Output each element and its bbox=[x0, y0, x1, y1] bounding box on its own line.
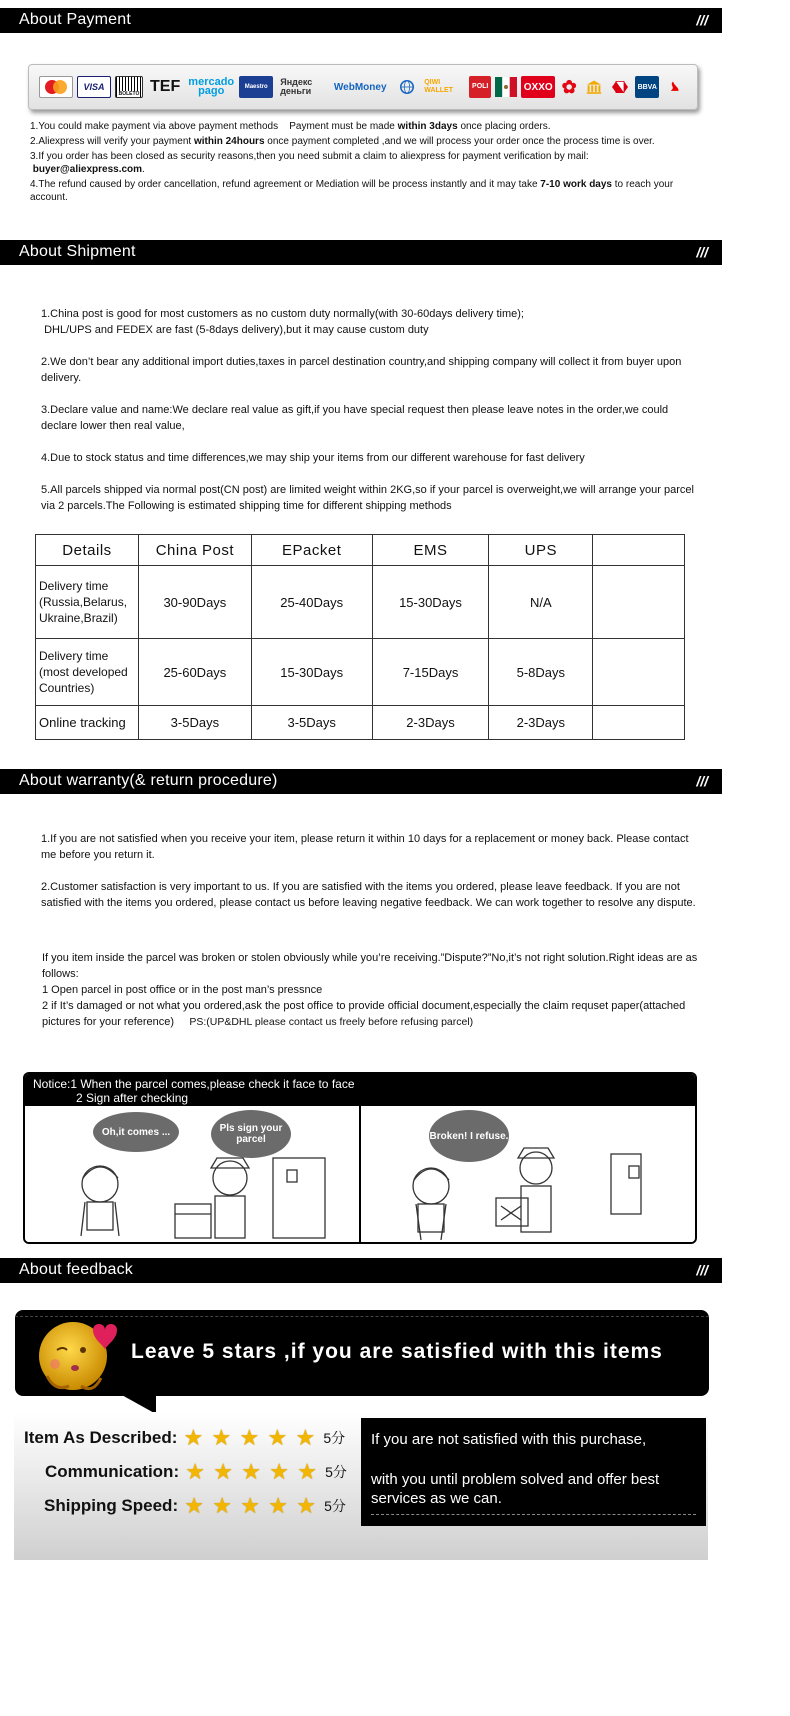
rating-label: Item As Described: bbox=[24, 1428, 178, 1447]
table-cell bbox=[593, 639, 685, 706]
table-cell: 3-5Days bbox=[138, 706, 251, 740]
shipment-note-5: 5.All parcels shipped via normal post(CN post) are limited weight within 2KG,so if your parcel is overweight,we will arrange your parcel via 2 parcels.The Following is estimated shipping time for different shipping methods bbox=[41, 484, 694, 512]
table-cell: 15-30Days bbox=[251, 639, 372, 706]
globe-icon bbox=[397, 76, 417, 98]
note-ps: PS:(UP&DHL please contact us freely before refusing parcel) bbox=[189, 1016, 474, 1028]
shipment-note-1 bbox=[41, 306, 701, 338]
rating-communication bbox=[45, 1459, 347, 1485]
payment-note-3: 3.If you order has been closed as security reasons,then you need submit a claim to aliexpress for payment verification by mail: buyer@aliexpress.com. bbox=[30, 151, 589, 175]
dispute-note-2: 1 Open parcel in post office or in the post man’s pressnce bbox=[42, 984, 323, 996]
message-dashed-line bbox=[371, 1514, 696, 1515]
table-cell: 25-40Days bbox=[251, 566, 372, 639]
satisfaction-message-box bbox=[361, 1418, 706, 1526]
note-text: 3.If you order has been closed as security reasons,then you need submit a claim to aliexpress for payment verification by mail: bbox=[30, 151, 589, 162]
table-row bbox=[36, 706, 685, 740]
refusing-parcel-cartoon bbox=[361, 1106, 691, 1244]
bbva-logo: BBVA bbox=[635, 76, 659, 98]
note-text: 4.The refund caused by order cancellation, refund agreement or Mediation will be process instantly and it may take bbox=[30, 179, 538, 190]
dispute-notes bbox=[42, 950, 712, 1030]
shipping-time-table bbox=[35, 534, 685, 740]
star-icon[interactable]: ★ bbox=[183, 1425, 204, 1450]
yandex-money-logo: Яндекс деньги bbox=[280, 77, 313, 96]
star-icon[interactable]: ★ bbox=[267, 1425, 288, 1450]
rating-stars[interactable] bbox=[183, 1459, 323, 1485]
boleto-label: BOLETO bbox=[118, 91, 140, 97]
notice-line-2: 2 Sign after checking bbox=[76, 1091, 189, 1105]
shipment-notes bbox=[41, 306, 701, 530]
section-slashes: /// bbox=[696, 12, 708, 28]
rating-stars[interactable] bbox=[181, 1425, 321, 1451]
table-cell: 25-60Days bbox=[138, 639, 251, 706]
section-header-payment bbox=[0, 8, 722, 33]
dispute-note-3 bbox=[42, 998, 712, 1030]
section-header-warranty bbox=[0, 769, 722, 794]
parcel-notice-panel bbox=[23, 1072, 697, 1244]
boleto-logo bbox=[115, 76, 143, 98]
notice-header bbox=[25, 1074, 695, 1106]
table-cell: 15-30Days bbox=[372, 566, 489, 639]
payment-note-4 bbox=[30, 178, 710, 204]
section-title: About feedback bbox=[19, 1261, 133, 1278]
rating-score: 5分 bbox=[325, 1464, 347, 1480]
table-cell: 2-3Days bbox=[372, 706, 489, 740]
table-header: UPS bbox=[489, 535, 593, 566]
feedback-banner bbox=[15, 1310, 709, 1396]
table-cell bbox=[593, 566, 685, 639]
oxxo-logo: OXXO bbox=[521, 76, 555, 98]
santander-flower-icon: ✿ bbox=[561, 76, 577, 97]
feedback-banner-text: Leave 5 stars ,if you are satisfied with this items bbox=[131, 1340, 663, 1363]
payment-email[interactable]: buyer@aliexpress.com bbox=[32, 164, 143, 175]
table-cell: 3-5Days bbox=[251, 706, 372, 740]
payment-logos-strip bbox=[28, 64, 698, 110]
payment-notes bbox=[30, 120, 710, 206]
star-icon[interactable]: ★ bbox=[184, 1493, 204, 1518]
banner-tail bbox=[120, 1394, 156, 1414]
table-cell: 7-15Days bbox=[372, 639, 489, 706]
payment-note-1 bbox=[30, 120, 710, 133]
note-text: Payment must be made bbox=[289, 121, 395, 132]
bank-icon bbox=[583, 76, 605, 98]
star-icon[interactable]: ★ bbox=[241, 1459, 261, 1484]
table-cell: 5-8Days bbox=[489, 639, 593, 706]
refuse-parcel-illustration bbox=[361, 1106, 695, 1244]
table-cell: Delivery time (most developed Countries) bbox=[36, 639, 139, 706]
receiving-parcel-cartoon bbox=[25, 1106, 355, 1244]
santander-flame-icon bbox=[663, 76, 683, 98]
notice-line-1: Notice:1 When the parcel comes,please check it face to face bbox=[33, 1077, 355, 1091]
sign-parcel-illustration bbox=[25, 1106, 361, 1244]
notice-illustrations bbox=[25, 1106, 695, 1244]
speech-bubble: Broken! I refuse. bbox=[429, 1110, 509, 1162]
mastercard-logo bbox=[39, 76, 73, 98]
note-text: once placing orders. bbox=[460, 121, 551, 132]
section-slashes: /// bbox=[696, 244, 708, 260]
table-header bbox=[593, 535, 685, 566]
table-header: China Post bbox=[138, 535, 251, 566]
tef-logo: TEF bbox=[150, 78, 181, 95]
warranty-notes bbox=[41, 831, 701, 927]
star-icon[interactable]: ★ bbox=[296, 1493, 316, 1518]
rating-score: 5分 bbox=[324, 1498, 346, 1514]
rating-shipping-speed bbox=[44, 1493, 346, 1519]
section-title: About Shipment bbox=[19, 243, 136, 260]
table-cell: 2-3Days bbox=[489, 706, 593, 740]
star-icon[interactable]: ★ bbox=[269, 1459, 289, 1484]
table-cell: Online tracking bbox=[36, 706, 139, 740]
note-text: 1.You could make payment via above payment methods bbox=[30, 121, 279, 132]
qiwi-logo: QIWI WALLET bbox=[424, 79, 453, 94]
star-icon[interactable]: ★ bbox=[212, 1493, 232, 1518]
star-icon[interactable]: ★ bbox=[185, 1459, 205, 1484]
warranty-note-2: 2.Customer satisfaction is very important to us. If you are satisfied with the items you ordered, please leave feedback. If you are not satisfied with the items you ordered, please contact us before leaving negative feedback. We can work together to resolve any dispute. bbox=[41, 881, 696, 909]
table-cell: Delivery time (Russia,Belarus, Ukraine,Brazil) bbox=[36, 566, 139, 639]
table-cell: 30-90Days bbox=[138, 566, 251, 639]
payment-note-2 bbox=[30, 135, 710, 148]
poli-logo: POLI bbox=[469, 76, 491, 98]
webmoney-logo: WebMoney bbox=[333, 81, 387, 93]
star-icon[interactable]: ★ bbox=[297, 1459, 317, 1484]
speech-bubble: Pls sign your parcel bbox=[211, 1110, 291, 1158]
star-icon[interactable]: ★ bbox=[268, 1493, 288, 1518]
shipment-note-2: 2.We don’t bear any additional import duties,taxes in parcel destination country,and shipping company will collect it from buyer upon delivery. bbox=[41, 356, 682, 384]
table-cell bbox=[593, 706, 685, 740]
star-icon[interactable]: ★ bbox=[240, 1493, 260, 1518]
maestro-logo: Maestro bbox=[239, 76, 273, 98]
star-icon[interactable]: ★ bbox=[211, 1425, 232, 1450]
note-text: 2 if It’s damaged or not what you ordered,ask the post office to provide official document,especially the claim requset paper(attached pictures for your reference) bbox=[42, 1000, 686, 1028]
note-bold: 7-10 work days bbox=[540, 179, 612, 190]
visa-logo: VISA bbox=[77, 76, 111, 98]
note-text: to reach your account. bbox=[30, 179, 674, 203]
star-icon[interactable]: ★ bbox=[295, 1425, 316, 1450]
rating-label: Shipping Speed: bbox=[44, 1496, 179, 1515]
table-header: Details bbox=[36, 535, 139, 566]
note-text: 1.China post is good for most customers as no custom duty normally(with 30-60days delivery time); bbox=[41, 308, 524, 320]
rating-stars[interactable] bbox=[182, 1493, 322, 1519]
rating-score: 5分 bbox=[323, 1430, 346, 1446]
table-header: EMS bbox=[372, 535, 489, 566]
dispute-note-1: If you item inside the parcel was broken or stolen obviously while you’re receiving.”Dispute?”No,it’s not right solution.Right ideas are as follows: bbox=[42, 952, 698, 980]
section-title: About warranty(& return procedure) bbox=[19, 772, 278, 789]
note-bold: within 3days bbox=[397, 121, 458, 132]
table-header-row bbox=[36, 535, 685, 566]
section-header-feedback bbox=[0, 1258, 722, 1283]
warranty-note-1: 1.If you are not satisfied when you receive your item, please return it within 10 days for a replacement or money back. Please contact me before you return it. bbox=[41, 833, 689, 861]
mexico-flag-icon bbox=[495, 76, 517, 98]
speech-bubble: Oh,it comes ... bbox=[93, 1112, 179, 1152]
table-row bbox=[36, 566, 685, 639]
section-slashes: /// bbox=[696, 773, 708, 789]
star-icon[interactable]: ★ bbox=[213, 1459, 233, 1484]
shipment-note-3: 3.Declare value and name:We declare real value as gift,if you have special request then please leave notes in the order,we could declare lower then real value, bbox=[41, 404, 669, 432]
mercadopago-logo: mercado pago bbox=[188, 76, 235, 97]
table-row bbox=[36, 639, 685, 706]
message-line-1: If you are not satisfied with this purchase, bbox=[371, 1431, 647, 1448]
shipment-note-4: 4.Due to stock status and time differences,we may ship your items from our different warehouse for fast delivery bbox=[41, 452, 585, 464]
note-text: 2.Aliexpress will verify your payment bbox=[30, 136, 192, 147]
rating-label: Communication: bbox=[45, 1462, 180, 1481]
section-title: About Payment bbox=[19, 11, 131, 28]
note-bold: within 24hours bbox=[193, 136, 265, 147]
section-header-shipment bbox=[0, 240, 722, 265]
star-icon[interactable]: ★ bbox=[239, 1425, 260, 1450]
note-text: once payment completed ,and we will process your order once the process time is over. bbox=[267, 136, 655, 147]
section-slashes: /// bbox=[696, 1262, 708, 1278]
table-cell: N/A bbox=[489, 566, 593, 639]
hsbc-icon bbox=[609, 76, 631, 98]
rating-item-as-described bbox=[24, 1425, 345, 1451]
kissing-emoji-icon bbox=[31, 1316, 127, 1396]
table-header: EPacket bbox=[251, 535, 372, 566]
note-text: DHL/UPS and FEDEX are fast (5-8days delivery),but it may cause custom duty bbox=[44, 324, 429, 336]
message-line-2: with you until problem solved and offer best services as we can. bbox=[371, 1471, 660, 1507]
